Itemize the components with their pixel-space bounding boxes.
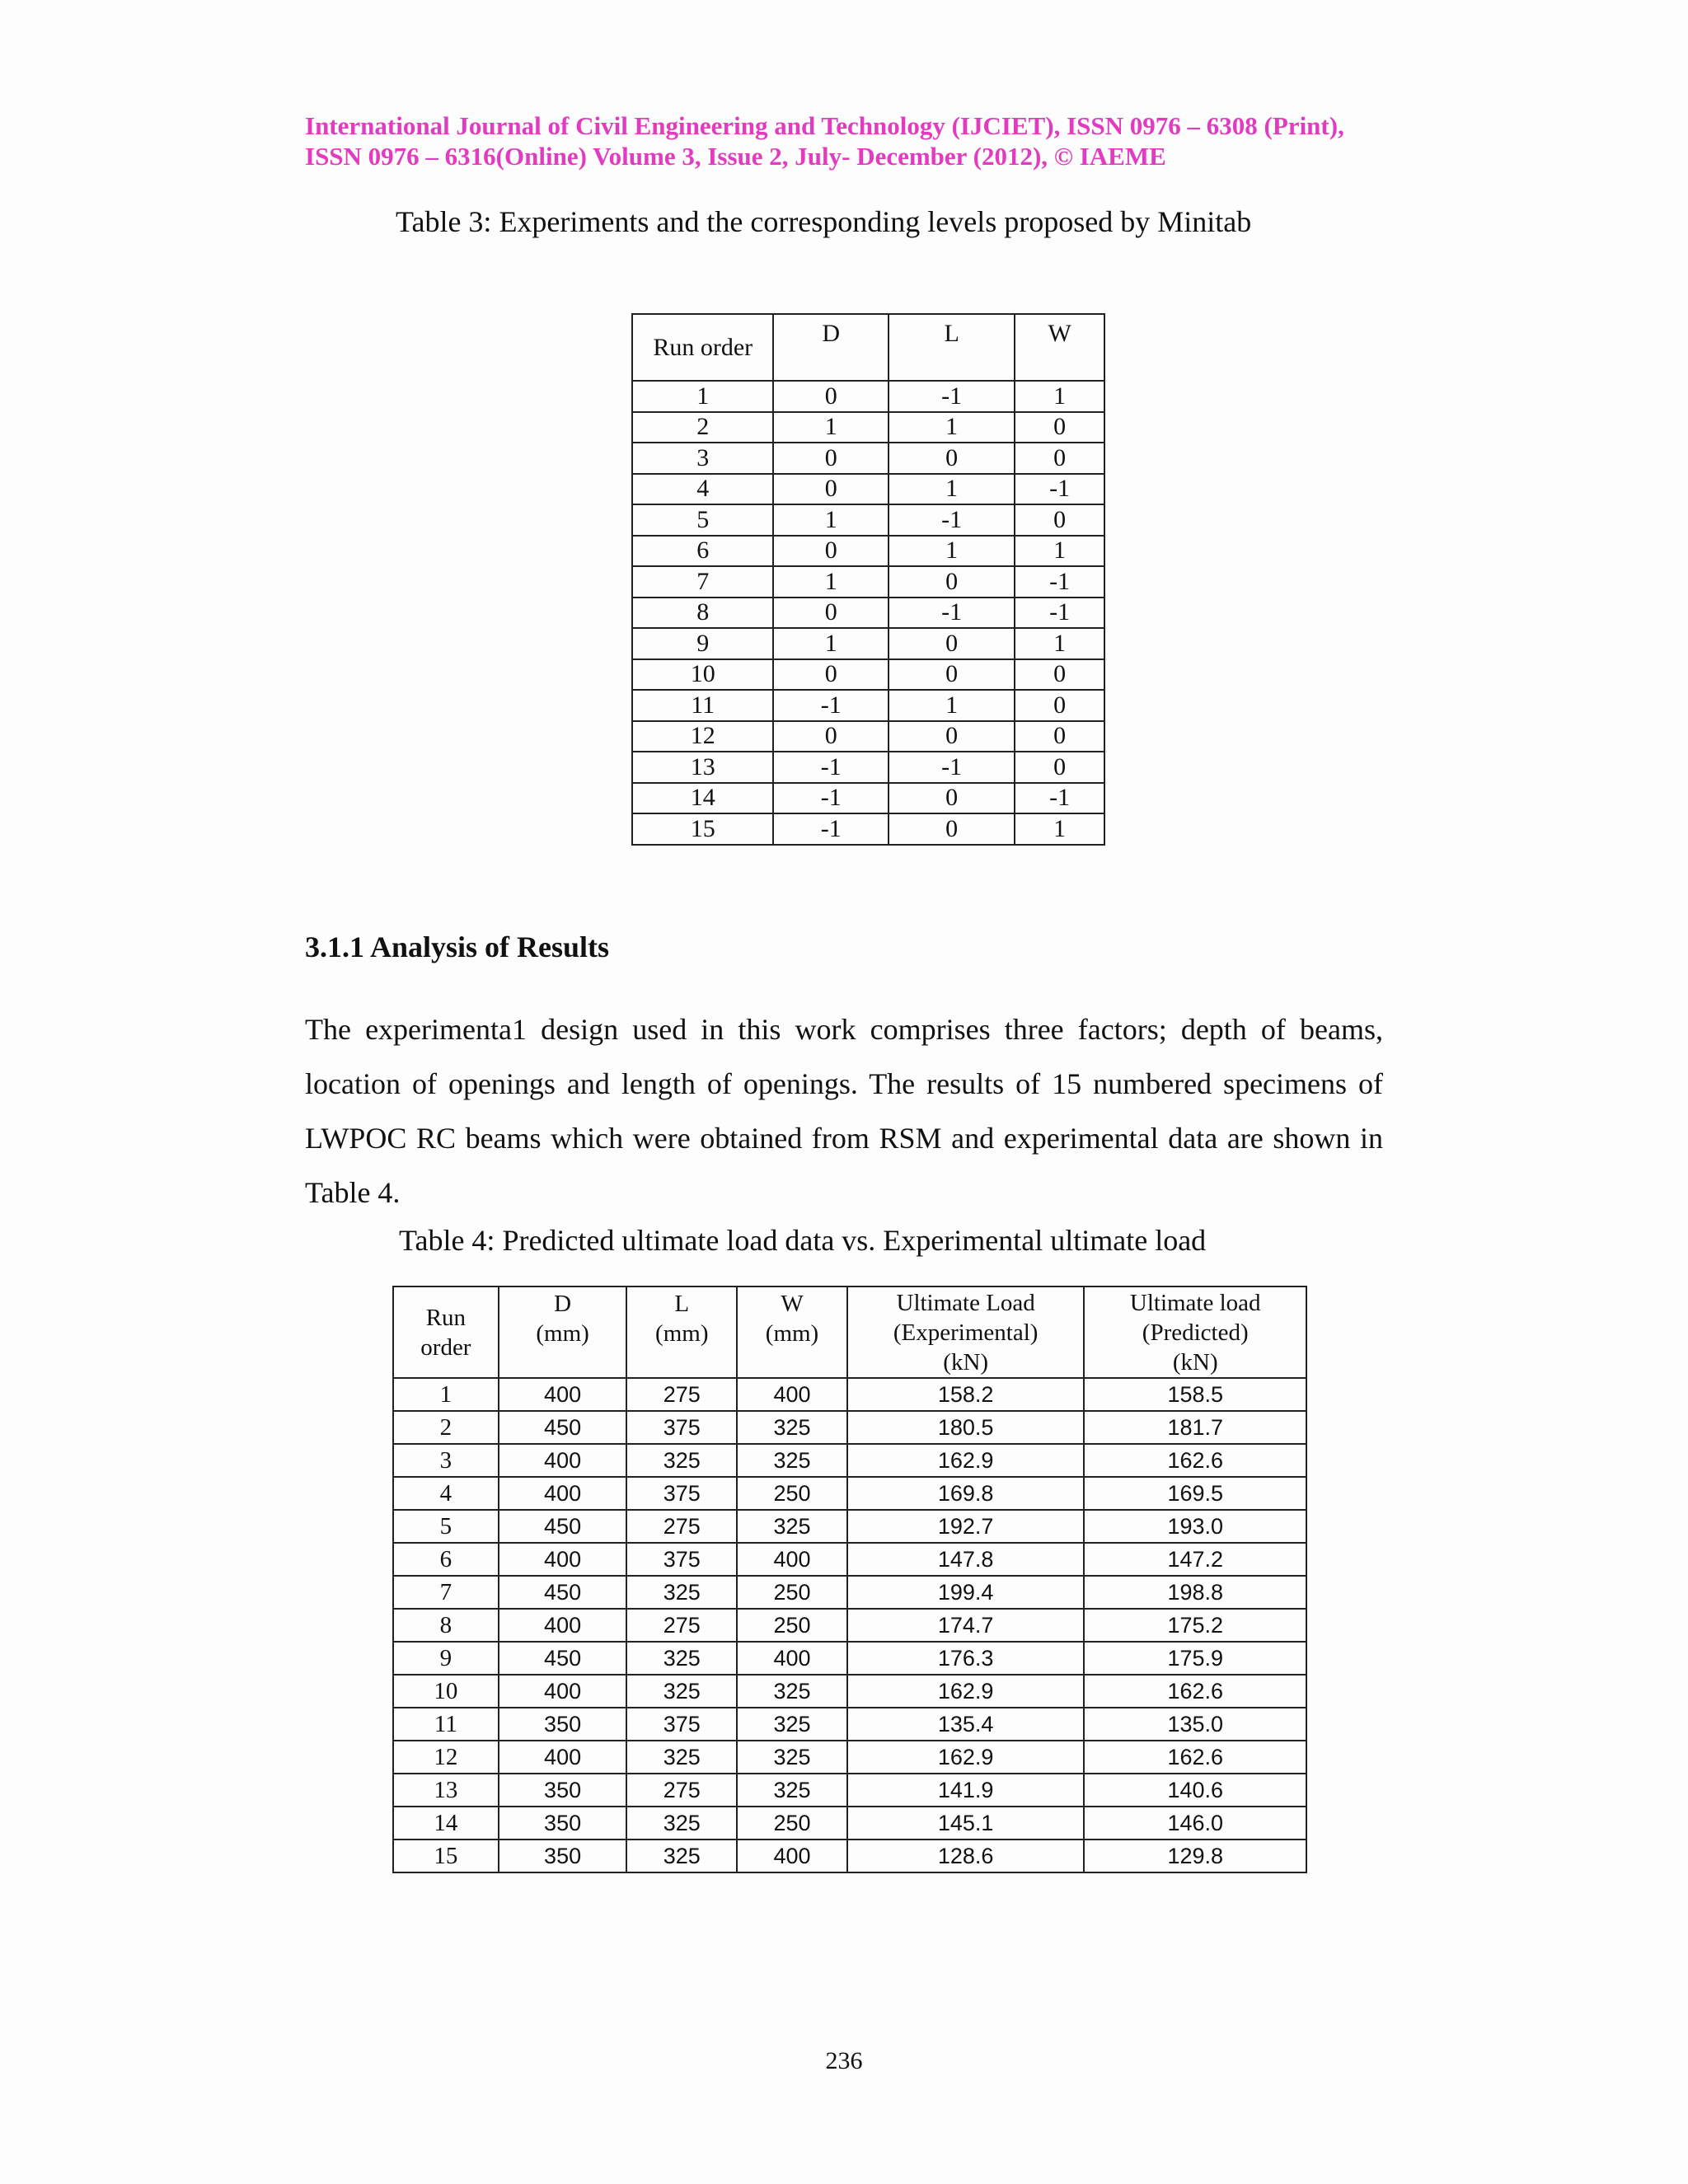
table-row [393,1477,1306,1510]
run-order-cell: 7 [632,566,773,598]
run-order-cell: 7 [393,1576,499,1609]
ultimate-load-experimental-cell: 192.7 [847,1510,1085,1543]
table-row [393,1774,1306,1807]
run-order-cell: 12 [393,1741,499,1774]
table-row [632,628,1104,659]
d-mm-cell: 400 [499,1444,627,1477]
w-cell: -1 [1015,598,1104,629]
w-mm-cell: 325 [737,1444,847,1477]
d-cell: 1 [773,504,888,536]
run-order-cell: 6 [393,1543,499,1576]
d-mm-cell: 400 [499,1741,627,1774]
run-order-cell: 14 [393,1807,499,1840]
table-row [632,690,1104,721]
ultimate-load-experimental-cell: 174.7 [847,1609,1085,1642]
run-order-cell: 3 [632,443,773,474]
l-mm-cell: 275 [626,1510,737,1543]
w-mm-cell: 400 [737,1378,847,1411]
l-mm-cell: 275 [626,1774,737,1807]
table-row [632,412,1104,443]
ultimate-load-experimental-cell: 162.9 [847,1675,1085,1708]
run-order-cell: 13 [393,1774,499,1807]
l-mm-cell: 325 [626,1741,737,1774]
table4-header-d: D (mm) [499,1286,627,1378]
w-mm-cell: 250 [737,1807,847,1840]
l-mm-cell: 325 [626,1642,737,1675]
table-row [393,1510,1306,1543]
table3 [631,313,1105,846]
run-order-cell: 10 [632,659,773,691]
d-cell: 1 [773,412,888,443]
table-row [393,1444,1306,1477]
table4-header-w: W (mm) [737,1286,847,1378]
table3-header-d: D [773,314,888,381]
ultimate-load-experimental-cell: 169.8 [847,1477,1085,1510]
table-row [632,783,1104,814]
w-cell: 0 [1015,752,1104,783]
table-row [393,1708,1306,1741]
journal-header-line2: ISSN 0976 – 6316(Online) Volume 3, Issue 2, July- December (2012), © IAEME [305,142,1166,171]
page-number: 236 [825,2047,863,2074]
table-row [393,1675,1306,1708]
ultimate-load-predicted-cell: 169.5 [1084,1477,1306,1510]
w-cell: -1 [1015,566,1104,598]
table3-header-w: W [1015,314,1104,381]
l-mm-cell: 325 [626,1840,737,1872]
w-mm-cell: 325 [737,1741,847,1774]
w-cell: 1 [1015,381,1104,412]
table-row [632,474,1104,505]
table-row [632,813,1104,845]
l-cell: -1 [889,381,1015,412]
ultimate-load-predicted-cell: 146.0 [1084,1807,1306,1840]
ultimate-load-experimental-cell: 135.4 [847,1708,1085,1741]
ultimate-load-predicted-cell: 140.6 [1084,1774,1306,1807]
w-cell: -1 [1015,783,1104,814]
l-mm-cell: 325 [626,1576,737,1609]
run-order-cell: 14 [632,783,773,814]
w-mm-cell: 325 [737,1510,847,1543]
w-mm-cell: 400 [737,1543,847,1576]
ultimate-load-experimental-cell: 199.4 [847,1576,1085,1609]
ultimate-load-predicted-cell: 147.2 [1084,1543,1306,1576]
ultimate-load-experimental-cell: 158.2 [847,1378,1085,1411]
d-cell: 0 [773,381,888,412]
table-row [632,504,1104,536]
run-order-cell: 15 [632,813,773,845]
d-cell: 0 [773,474,888,505]
l-cell: 0 [889,566,1015,598]
w-mm-cell: 325 [737,1411,847,1444]
d-mm-cell: 350 [499,1708,627,1741]
w-mm-cell: 325 [737,1774,847,1807]
ultimate-load-predicted-cell: 198.8 [1084,1576,1306,1609]
table-row [393,1741,1306,1774]
w-cell: 1 [1015,813,1104,845]
ultimate-load-experimental-cell: 162.9 [847,1444,1085,1477]
table-row [632,566,1104,598]
run-order-cell: 8 [632,598,773,629]
w-cell: 0 [1015,412,1104,443]
w-cell: 1 [1015,628,1104,659]
run-order-cell: 5 [393,1510,499,1543]
l-mm-cell: 375 [626,1477,737,1510]
table4-header-row [393,1286,1306,1378]
d-mm-cell: 350 [499,1807,627,1840]
l-cell: 0 [889,659,1015,691]
d-mm-cell: 400 [499,1378,627,1411]
ultimate-load-experimental-cell: 147.8 [847,1543,1085,1576]
table-row [632,598,1104,629]
ultimate-load-predicted-cell: 129.8 [1084,1840,1306,1872]
ultimate-load-predicted-cell: 175.2 [1084,1609,1306,1642]
run-order-cell: 11 [632,690,773,721]
table3-header-row [632,314,1104,381]
w-mm-cell: 325 [737,1675,847,1708]
l-cell: 0 [889,783,1015,814]
table4-header-run-order: Run order [393,1286,499,1378]
run-order-cell: 4 [393,1477,499,1510]
table-row [632,659,1104,691]
d-mm-cell: 350 [499,1840,627,1872]
d-cell: 0 [773,443,888,474]
ultimate-load-predicted-cell: 158.5 [1084,1378,1306,1411]
table-row [393,1378,1306,1411]
run-order-cell: 1 [393,1378,499,1411]
table-row [632,536,1104,567]
table3-header-l: L [889,314,1015,381]
ultimate-load-predicted-cell: 181.7 [1084,1411,1306,1444]
l-cell: -1 [889,752,1015,783]
run-order-cell: 3 [393,1444,499,1477]
w-cell: 1 [1015,536,1104,567]
run-order-cell: 10 [393,1675,499,1708]
table3-caption: Table 3: Experiments and the corresponding levels proposed by Minitab [396,205,1252,238]
d-cell: 0 [773,536,888,567]
l-cell: 0 [889,721,1015,752]
run-order-cell: 5 [632,504,773,536]
run-order-cell: 9 [632,628,773,659]
run-order-cell: 9 [393,1642,499,1675]
l-mm-cell: 375 [626,1708,737,1741]
d-cell: 1 [773,628,888,659]
l-cell: -1 [889,598,1015,629]
table4-caption: Table 4: Predicted ultimate load data vs. Experimental ultimate load [399,1224,1207,1257]
w-cell: 0 [1015,443,1104,474]
ultimate-load-experimental-cell: 141.9 [847,1774,1085,1807]
table-row [632,752,1104,783]
ultimate-load-predicted-cell: 135.0 [1084,1708,1306,1741]
ultimate-load-predicted-cell: 162.6 [1084,1741,1306,1774]
journal-header-line1: International Journal of Civil Engineering and Technology (IJCIET), ISSN 0976 – 6308 (Print), [305,111,1344,140]
table-row [393,1576,1306,1609]
ultimate-load-experimental-cell: 128.6 [847,1840,1085,1872]
d-cell: -1 [773,690,888,721]
section-paragraph: The experimenta1 design used in this work comprises three factors; depth of beams, location of openings and length of openings. The results of 15 numbered specimens of LWPOC RC beams which were obtained from RSM and experimental data are shown in Table 4. [305,1013,1383,1209]
table4-header-ultimate-load-experimental: Ultimate Load (Experimental) (kN) [847,1286,1085,1378]
l-mm-cell: 375 [626,1543,737,1576]
d-cell: 0 [773,659,888,691]
w-mm-cell: 250 [737,1576,847,1609]
ultimate-load-predicted-cell: 162.6 [1084,1444,1306,1477]
w-mm-cell: 400 [737,1642,847,1675]
table-row [393,1840,1306,1872]
ultimate-load-experimental-cell: 162.9 [847,1741,1085,1774]
ultimate-load-predicted-cell: 162.6 [1084,1675,1306,1708]
run-order-cell: 8 [393,1609,499,1642]
ultimate-load-experimental-cell: 176.3 [847,1642,1085,1675]
table4 [392,1286,1307,1873]
w-cell: 0 [1015,504,1104,536]
w-mm-cell: 250 [737,1609,847,1642]
l-cell: 1 [889,474,1015,505]
l-cell: 0 [889,813,1015,845]
d-mm-cell: 450 [499,1642,627,1675]
w-mm-cell: 250 [737,1477,847,1510]
ultimate-load-predicted-cell: 175.9 [1084,1642,1306,1675]
table4-header-l: L (mm) [626,1286,737,1378]
d-mm-cell: 400 [499,1477,627,1510]
table-row [393,1642,1306,1675]
journal-header [305,110,1401,171]
d-cell: -1 [773,783,888,814]
w-cell: 0 [1015,659,1104,691]
l-cell: 1 [889,412,1015,443]
ultimate-load-experimental-cell: 180.5 [847,1411,1085,1444]
table4-header-ultimate-load-predicted: Ultimate load (Predicted) (kN) [1084,1286,1306,1378]
table-row [632,381,1104,412]
l-mm-cell: 275 [626,1609,737,1642]
d-cell: -1 [773,813,888,845]
table-row [393,1543,1306,1576]
d-cell: 0 [773,598,888,629]
table-row [632,443,1104,474]
l-cell: 1 [889,690,1015,721]
run-order-cell: 2 [393,1411,499,1444]
l-mm-cell: 325 [626,1444,737,1477]
l-cell: 0 [889,628,1015,659]
d-mm-cell: 400 [499,1675,627,1708]
w-cell: 0 [1015,721,1104,752]
w-mm-cell: 400 [737,1840,847,1872]
d-cell: 0 [773,721,888,752]
l-cell: -1 [889,504,1015,536]
d-mm-cell: 400 [499,1609,627,1642]
d-cell: 1 [773,566,888,598]
d-cell: -1 [773,752,888,783]
w-cell: -1 [1015,474,1104,505]
table-row [393,1807,1306,1840]
l-cell: 1 [889,536,1015,567]
d-mm-cell: 400 [499,1543,627,1576]
w-cell: 0 [1015,690,1104,721]
l-mm-cell: 325 [626,1807,737,1840]
table3-header-run-order: Run order [632,314,773,381]
w-mm-cell: 325 [737,1708,847,1741]
d-mm-cell: 350 [499,1774,627,1807]
l-mm-cell: 375 [626,1411,737,1444]
run-order-cell: 4 [632,474,773,505]
d-mm-cell: 450 [499,1576,627,1609]
run-order-cell: 11 [393,1708,499,1741]
run-order-cell: 2 [632,412,773,443]
run-order-cell: 12 [632,721,773,752]
section-heading: 3.1.1 Analysis of Results [305,930,610,963]
ultimate-load-predicted-cell: 193.0 [1084,1510,1306,1543]
l-mm-cell: 325 [626,1675,737,1708]
d-mm-cell: 450 [499,1510,627,1543]
run-order-cell: 13 [632,752,773,783]
d-mm-cell: 450 [499,1411,627,1444]
run-order-cell: 15 [393,1840,499,1872]
table-row [393,1411,1306,1444]
run-order-cell: 1 [632,381,773,412]
table-row [632,721,1104,752]
ultimate-load-experimental-cell: 145.1 [847,1807,1085,1840]
l-mm-cell: 275 [626,1378,737,1411]
run-order-cell: 6 [632,536,773,567]
l-cell: 0 [889,443,1015,474]
table-row [393,1609,1306,1642]
